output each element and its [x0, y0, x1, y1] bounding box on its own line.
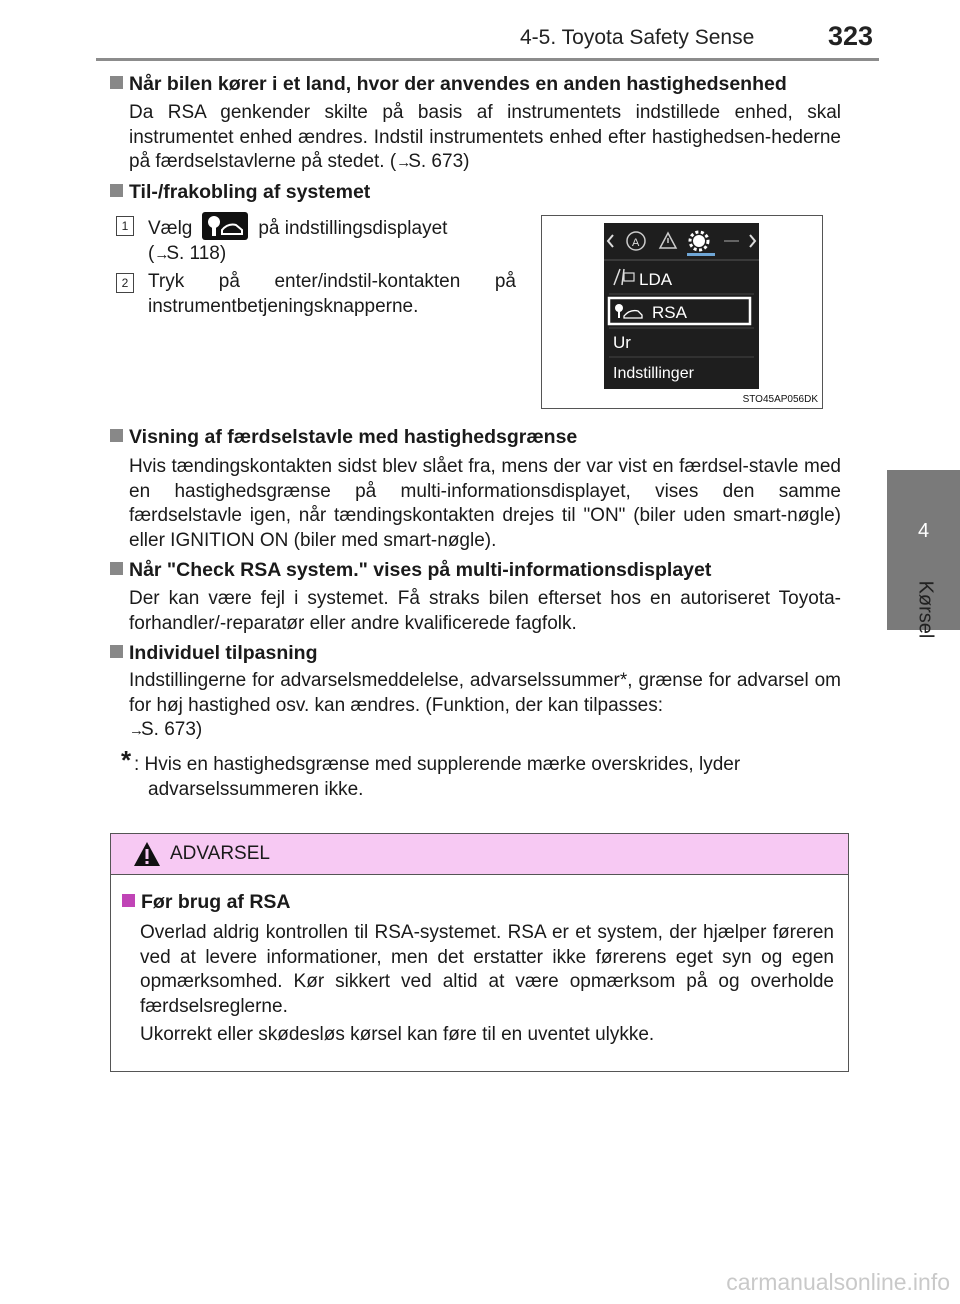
menu-item-rsa: RSA [652, 303, 687, 322]
chapter-label [905, 578, 945, 648]
warning-header [111, 834, 848, 875]
step-number: 2 [116, 273, 134, 293]
rsa-sign-icon [202, 212, 248, 240]
chapter-number: 4 [917, 520, 930, 542]
warning-paragraph: Ukorrekt eller skødesløs kørsel kan føre til en uventet ulykke. [140, 1024, 655, 1045]
bullet-square-icon [110, 562, 123, 575]
warning-box [110, 833, 849, 1072]
warning-paragraph: Overlad aldrig kontrollen til RSA-systemet. RSA er et system, der hjælper føreren ved at levere informationer, men det erstatter ikke førerens eget syn og egen opmærksomhed. Kør sikkert ved altid at være opmærksom på og overholde færdselsreglerne. [140, 922, 834, 1017]
section-body: Da RSA genkender skilte på basis af instrumentets indstillede enhed, skal instrumentet enhed ændres. Indstil instrumentets enhed efter hastighedsen-hederne på færdselstavlerne på stedet. (→S. 673) [129, 101, 841, 176]
menu-item-indstillinger: Indstillinger [613, 365, 694, 382]
page-number: 323 [828, 21, 874, 51]
bullet-square-icon [110, 429, 123, 442]
figure-caption: STO45AP056DK [742, 394, 818, 405]
section-heading: Visning af færdselstavle med hastighedsgrænse [110, 426, 577, 449]
warning-title: Før brug af RSA [122, 891, 291, 914]
menu-item-ur: Ur [613, 333, 631, 352]
bullet-square-icon [110, 645, 123, 658]
section-title: 4-5. Toyota Safety Sense [520, 26, 755, 49]
section-heading: Individuel tilpasning [110, 642, 318, 665]
step-text: Tryk på enter/indstil-kontakten på instrumentbetjeningsknapperne. [148, 271, 516, 317]
section-heading: Når bilen kører i et land, hvor der anvendes en anden hastighedsenhed [110, 73, 787, 96]
section-body: Indstillingerne for advarselsmeddelelse, advarselssummer*, grænse for advarsel om for høj hastighed osv. kan ændres. (Funktion, der kan tilpasses: →S. 673) [129, 669, 841, 744]
settings-display-figure [541, 215, 823, 409]
warning-label: ADVARSEL [170, 843, 270, 864]
footnote-text: : Hvis en hastighedsgrænse med supplerende mærke overskrides, lyder advarselssummeren ikke. [134, 754, 741, 800]
bullet-square-icon [110, 184, 123, 197]
menu-item-lda: LDA [639, 270, 673, 289]
section-heading: Til-/frakobling af systemet [110, 181, 370, 204]
display-screen [604, 223, 759, 389]
warning-triangle-icon [133, 841, 161, 867]
bullet-square-icon [122, 894, 135, 907]
chapter-title: Kørsel [914, 580, 937, 639]
arrow-right-icon: → [129, 722, 144, 739]
bullet-square-icon [110, 76, 123, 89]
step-text: Vælg på indstillingsdisplayet (→S. 118) [148, 212, 516, 267]
watermark: carmanualsonline.info [726, 1269, 950, 1295]
arrow-right-icon: → [154, 245, 170, 263]
section-body: Hvis tændingskontakten sidst blev slået fra, mens der var vist en færdsel-stavle med en hastighedsgrænse på multi-informationsdisplayet, vises den samme færdselstavle igen, når tændingskontakten drejes til "ON" (biler uden smart-nøgle) eller IGNITION ON (biler med smart-nøgle). [129, 456, 841, 551]
section-body: Der kan være fejl i systemet. Få straks bilen efterset hos en autoriseret Toyota-forhandler/-reparatør eller andre kvalificerede fagfolk. [129, 588, 841, 634]
header-rule [96, 58, 879, 61]
step-number: 1 [116, 216, 134, 236]
section-heading: Når "Check RSA system." vises på multi-informationsdisplayet [110, 559, 711, 582]
footnote-marker: * [121, 745, 132, 775]
svg-text:A: A [632, 237, 640, 249]
arrow-right-icon: → [396, 154, 412, 171]
